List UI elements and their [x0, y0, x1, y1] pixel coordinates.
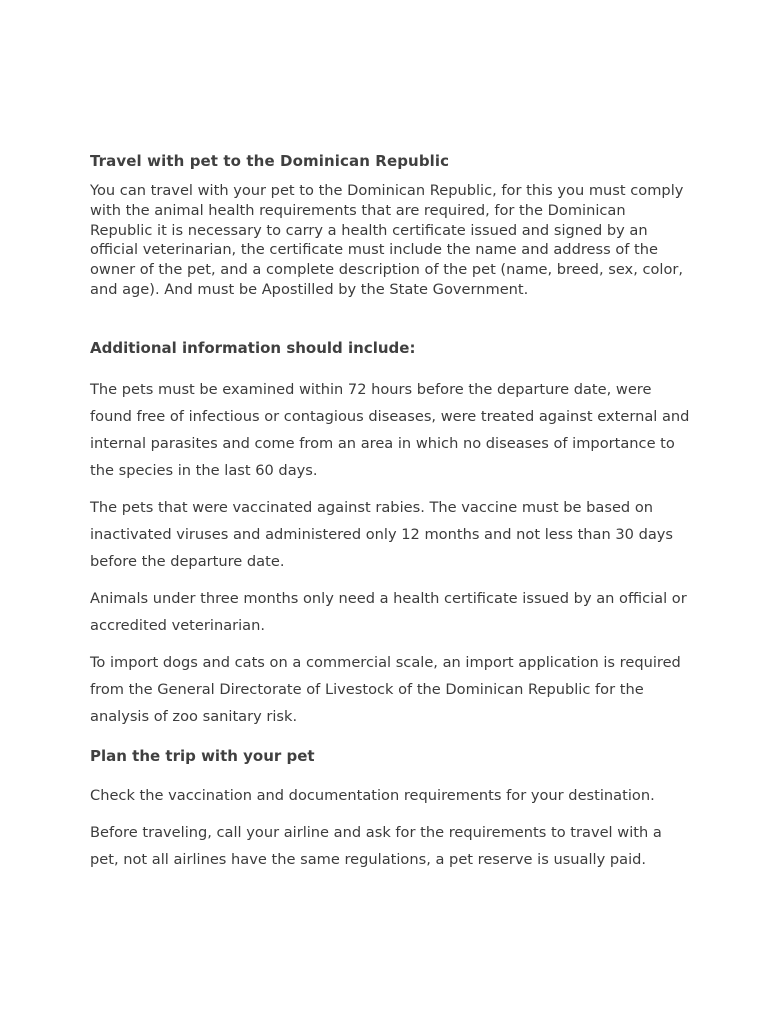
paragraph-rabies: The pets that were vaccinated against rabies. The vaccine must be based on inactivated viruses and administered only 12 months and not less than 30 days before the departure date. — [90, 498, 674, 570]
paragraph-young-animals: Animals under three months only need a health certificate issued by an official or accredited veterinarian. — [90, 589, 687, 634]
additional-info-heading: Additional information should include: — [90, 338, 416, 357]
paragraph-examination: The pets must be examined within 72 hours before the departure date, were found free of infectious or contagious diseases, were treated against external and internal parasites and come from an area in which no diseases of importance to the species in the last 60 days. — [90, 380, 690, 479]
paragraph-check-requirements: Check the vaccination and documentation requirements for your destination. — [90, 786, 655, 804]
paragraph-airline: Before traveling, call your airline and ask for the requirements to travel with a pet, not all airlines have the same regulations, a pet reserve is usually paid. — [90, 823, 662, 868]
paragraph-commercial-import: To import dogs and cats on a commercial scale, an import application is required from the General Directorate of Livestock of the Dominican Republic for the analysis of zoo sanitary risk. — [90, 653, 681, 725]
document-page — [90, 150, 690, 883]
intro-paragraph: You can travel with your pet to the Dominican Republic, for this you must comply with the animal health requirements that are required, for the Dominican Republic it is necessary to carry a health certificate issued and signed by an official veterinarian, the certificate must include the name and address of the owner of the pet, and a complete description of the pet (name, breed, sex, color, and age). And must be Apostilled by the State Government. — [90, 182, 684, 298]
document-title: Travel with pet to the Dominican Republic — [90, 152, 450, 170]
plan-trip-heading: Plan the trip with your pet — [90, 746, 315, 765]
